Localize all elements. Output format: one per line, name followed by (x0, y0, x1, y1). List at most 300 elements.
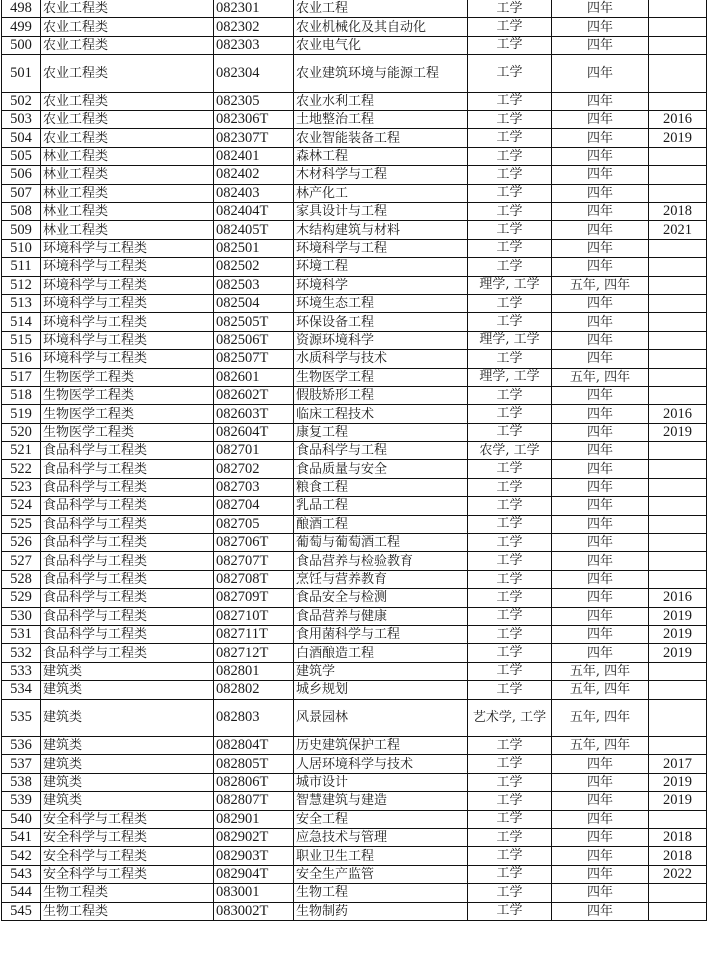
program-code-cell: 082904T (214, 865, 294, 883)
category-cell: 农业工程类 (41, 55, 214, 93)
year-added-cell (649, 18, 707, 36)
program-name-cell: 家具设计与工程 (294, 203, 468, 221)
year-added-cell: 2018 (649, 847, 707, 865)
duration-cell: 五年, 四年 (552, 699, 649, 737)
program-code-cell: 082807T (214, 792, 294, 810)
program-name-cell: 环境科学与工程 (294, 239, 468, 257)
table-row (2, 755, 707, 773)
table-body (2, 0, 707, 920)
year-added-cell (649, 147, 707, 165)
duration-cell: 五年, 四年 (552, 737, 649, 755)
year-added-cell (649, 184, 707, 202)
program-code-cell: 082601 (214, 368, 294, 386)
row-number-cell: 529 (2, 589, 41, 607)
program-name-cell: 假肢矫形工程 (294, 386, 468, 404)
table-row (2, 773, 707, 791)
row-number-cell: 517 (2, 368, 41, 386)
row-number-cell: 511 (2, 258, 41, 276)
category-cell: 食品科学与工程类 (41, 589, 214, 607)
year-added-cell (649, 55, 707, 93)
table-row (2, 184, 707, 202)
degree-cell: 工学 (468, 258, 552, 276)
program-code-cell: 082507T (214, 350, 294, 368)
year-added-cell (649, 699, 707, 737)
degree-cell: 工学 (468, 423, 552, 441)
degree-cell: 工学 (468, 350, 552, 368)
program-name-cell: 农业建筑环境与能源工程 (294, 55, 468, 93)
row-number-cell: 531 (2, 626, 41, 644)
program-name-cell: 环境生态工程 (294, 294, 468, 312)
row-number-cell: 502 (2, 92, 41, 110)
degree-cell: 工学 (468, 294, 552, 312)
row-number-cell: 498 (2, 0, 41, 18)
table-row (2, 662, 707, 680)
year-added-cell: 2019 (649, 423, 707, 441)
duration-cell: 四年 (552, 239, 649, 257)
table-row (2, 644, 707, 662)
row-number-cell: 545 (2, 902, 41, 920)
duration-cell: 四年 (552, 644, 649, 662)
category-cell: 环境科学与工程类 (41, 350, 214, 368)
program-name-cell: 农业工程 (294, 0, 468, 18)
program-code-cell: 082703 (214, 478, 294, 496)
duration-cell: 四年 (552, 258, 649, 276)
degree-cell: 工学 (468, 570, 552, 588)
table-row (2, 460, 707, 478)
degree-cell: 工学 (468, 478, 552, 496)
duration-cell: 四年 (552, 552, 649, 570)
table-row (2, 239, 707, 257)
category-cell: 建筑类 (41, 755, 214, 773)
row-number-cell: 533 (2, 662, 41, 680)
year-added-cell (649, 497, 707, 515)
row-number-cell: 530 (2, 607, 41, 625)
category-cell: 安全科学与工程类 (41, 847, 214, 865)
category-cell: 环境科学与工程类 (41, 276, 214, 294)
program-code-cell: 082505T (214, 313, 294, 331)
row-number-cell: 538 (2, 773, 41, 791)
category-cell: 林业工程类 (41, 166, 214, 184)
program-name-cell: 食品科学与工程 (294, 442, 468, 460)
year-added-cell (649, 92, 707, 110)
year-added-cell (649, 662, 707, 680)
duration-cell: 四年 (552, 423, 649, 441)
year-added-cell (649, 386, 707, 404)
table-row (2, 792, 707, 810)
program-code-cell: 082705 (214, 515, 294, 533)
category-cell: 农业工程类 (41, 36, 214, 54)
program-name-cell: 粮食工程 (294, 478, 468, 496)
degree-cell: 工学 (468, 552, 552, 570)
duration-cell: 四年 (552, 55, 649, 93)
table-row (2, 626, 707, 644)
row-number-cell: 523 (2, 478, 41, 496)
duration-cell: 四年 (552, 111, 649, 129)
category-cell: 食品科学与工程类 (41, 442, 214, 460)
table-row (2, 203, 707, 221)
program-code-cell: 082403 (214, 184, 294, 202)
table-row (2, 681, 707, 699)
degree-cell: 工学 (468, 884, 552, 902)
program-name-cell: 历史建筑保护工程 (294, 737, 468, 755)
duration-cell: 五年, 四年 (552, 368, 649, 386)
program-code-cell: 082307T (214, 129, 294, 147)
degree-cell: 工学 (468, 534, 552, 552)
degree-cell: 工学 (468, 166, 552, 184)
duration-cell: 四年 (552, 221, 649, 239)
program-name-cell: 食品质量与安全 (294, 460, 468, 478)
program-code-cell: 082602T (214, 386, 294, 404)
row-number-cell: 518 (2, 386, 41, 404)
table-row (2, 423, 707, 441)
category-cell: 食品科学与工程类 (41, 626, 214, 644)
year-added-cell (649, 0, 707, 18)
year-added-cell (649, 534, 707, 552)
duration-cell: 四年 (552, 829, 649, 847)
degree-cell: 工学 (468, 662, 552, 680)
year-added-cell (649, 902, 707, 920)
program-code-cell: 082709T (214, 589, 294, 607)
row-number-cell: 532 (2, 644, 41, 662)
row-number-cell: 510 (2, 239, 41, 257)
row-number-cell: 524 (2, 497, 41, 515)
row-number-cell: 536 (2, 737, 41, 755)
table-row (2, 552, 707, 570)
program-code-cell: 082806T (214, 773, 294, 791)
program-code-cell: 082603T (214, 405, 294, 423)
degree-cell: 工学 (468, 607, 552, 625)
degree-cell: 工学 (468, 0, 552, 18)
category-cell: 林业工程类 (41, 147, 214, 165)
table-row (2, 166, 707, 184)
table-row (2, 221, 707, 239)
program-code-cell: 082710T (214, 607, 294, 625)
table-row (2, 36, 707, 54)
table-row (2, 534, 707, 552)
program-code-cell: 082401 (214, 147, 294, 165)
duration-cell: 四年 (552, 847, 649, 865)
category-cell: 安全科学与工程类 (41, 810, 214, 828)
row-number-cell: 500 (2, 36, 41, 54)
category-cell: 食品科学与工程类 (41, 478, 214, 496)
degree-cell: 工学 (468, 589, 552, 607)
table-row (2, 865, 707, 883)
duration-cell: 五年, 四年 (552, 681, 649, 699)
program-name-cell: 木结构建筑与材料 (294, 221, 468, 239)
table-row (2, 386, 707, 404)
duration-cell: 四年 (552, 147, 649, 165)
table-row (2, 55, 707, 93)
program-name-cell: 环保设备工程 (294, 313, 468, 331)
program-code-cell: 082402 (214, 166, 294, 184)
table-row (2, 902, 707, 920)
degree-cell: 工学 (468, 203, 552, 221)
program-code-cell: 082901 (214, 810, 294, 828)
category-cell: 生物工程类 (41, 902, 214, 920)
program-name-cell: 临床工程技术 (294, 405, 468, 423)
program-name-cell: 建筑学 (294, 662, 468, 680)
duration-cell: 四年 (552, 36, 649, 54)
program-name-cell: 生物工程 (294, 884, 468, 902)
category-cell: 环境科学与工程类 (41, 331, 214, 349)
duration-cell: 四年 (552, 570, 649, 588)
program-name-cell: 智慧建筑与建造 (294, 792, 468, 810)
table-row (2, 92, 707, 110)
duration-cell: 四年 (552, 478, 649, 496)
row-number-cell: 504 (2, 129, 41, 147)
program-code-cell: 082706T (214, 534, 294, 552)
category-cell: 生物医学工程类 (41, 386, 214, 404)
duration-cell: 四年 (552, 884, 649, 902)
duration-cell: 四年 (552, 534, 649, 552)
duration-cell: 四年 (552, 184, 649, 202)
row-number-cell: 526 (2, 534, 41, 552)
year-added-cell: 2017 (649, 755, 707, 773)
degree-cell: 工学 (468, 515, 552, 533)
degree-cell: 工学 (468, 111, 552, 129)
degree-cell: 理学, 工学 (468, 368, 552, 386)
degree-cell: 工学 (468, 221, 552, 239)
degree-cell: 工学 (468, 129, 552, 147)
duration-cell: 四年 (552, 386, 649, 404)
degree-cell: 工学 (468, 773, 552, 791)
row-number-cell: 512 (2, 276, 41, 294)
program-name-cell: 环境工程 (294, 258, 468, 276)
duration-cell: 四年 (552, 865, 649, 883)
row-number-cell: 506 (2, 166, 41, 184)
duration-cell: 四年 (552, 515, 649, 533)
duration-cell: 四年 (552, 792, 649, 810)
program-name-cell: 风景园林 (294, 699, 468, 737)
program-name-cell: 农业水利工程 (294, 92, 468, 110)
program-name-cell: 生物医学工程 (294, 368, 468, 386)
duration-cell: 四年 (552, 589, 649, 607)
year-added-cell (649, 258, 707, 276)
program-name-cell: 资源环境科学 (294, 331, 468, 349)
category-cell: 建筑类 (41, 792, 214, 810)
year-added-cell (649, 515, 707, 533)
program-code-cell: 082704 (214, 497, 294, 515)
duration-cell: 四年 (552, 313, 649, 331)
degree-cell: 工学 (468, 36, 552, 54)
program-name-cell: 白酒酿造工程 (294, 644, 468, 662)
category-cell: 生物医学工程类 (41, 368, 214, 386)
row-number-cell: 534 (2, 681, 41, 699)
year-added-cell: 2016 (649, 405, 707, 423)
year-added-cell (649, 478, 707, 496)
program-code-cell: 082501 (214, 239, 294, 257)
category-cell: 生物医学工程类 (41, 423, 214, 441)
degree-cell: 工学 (468, 460, 552, 478)
row-number-cell: 527 (2, 552, 41, 570)
year-added-cell: 2019 (649, 644, 707, 662)
table-row (2, 515, 707, 533)
program-code-cell: 082801 (214, 662, 294, 680)
row-number-cell: 540 (2, 810, 41, 828)
year-added-cell: 2019 (649, 626, 707, 644)
program-code-cell: 082305 (214, 92, 294, 110)
degree-cell: 工学 (468, 810, 552, 828)
program-name-cell: 康复工程 (294, 423, 468, 441)
category-cell: 食品科学与工程类 (41, 607, 214, 625)
category-cell: 生物工程类 (41, 884, 214, 902)
program-name-cell: 土地整治工程 (294, 111, 468, 129)
degree-cell: 工学 (468, 626, 552, 644)
program-name-cell: 食品营养与检验教育 (294, 552, 468, 570)
program-code-cell: 082707T (214, 552, 294, 570)
program-code-cell: 082405T (214, 221, 294, 239)
category-cell: 农业工程类 (41, 111, 214, 129)
row-number-cell: 542 (2, 847, 41, 865)
category-cell: 环境科学与工程类 (41, 258, 214, 276)
year-added-cell (649, 294, 707, 312)
program-name-cell: 安全生产监管 (294, 865, 468, 883)
program-code-cell: 083002T (214, 902, 294, 920)
year-added-cell (649, 368, 707, 386)
degree-cell: 工学 (468, 829, 552, 847)
row-number-cell: 509 (2, 221, 41, 239)
table-row (2, 570, 707, 588)
program-name-cell: 森林工程 (294, 147, 468, 165)
program-name-cell: 应急技术与管理 (294, 829, 468, 847)
program-code-cell: 082604T (214, 423, 294, 441)
table-row (2, 18, 707, 36)
year-added-cell (649, 737, 707, 755)
degree-cell: 工学 (468, 92, 552, 110)
duration-cell: 四年 (552, 92, 649, 110)
duration-cell: 四年 (552, 405, 649, 423)
program-name-cell: 食品安全与检测 (294, 589, 468, 607)
table-row (2, 276, 707, 294)
table-row (2, 147, 707, 165)
row-number-cell: 544 (2, 884, 41, 902)
duration-cell: 四年 (552, 294, 649, 312)
year-added-cell (649, 460, 707, 478)
duration-cell: 四年 (552, 460, 649, 478)
program-code-cell: 082302 (214, 18, 294, 36)
program-code-cell: 082803 (214, 699, 294, 737)
row-number-cell: 515 (2, 331, 41, 349)
category-cell: 食品科学与工程类 (41, 552, 214, 570)
program-name-cell: 生物制药 (294, 902, 468, 920)
table-row (2, 829, 707, 847)
program-code-cell: 082306T (214, 111, 294, 129)
category-cell: 建筑类 (41, 662, 214, 680)
category-cell: 建筑类 (41, 773, 214, 791)
row-number-cell: 501 (2, 55, 41, 93)
program-code-cell: 082506T (214, 331, 294, 349)
degree-cell: 农学, 工学 (468, 442, 552, 460)
category-cell: 林业工程类 (41, 184, 214, 202)
program-code-cell: 082504 (214, 294, 294, 312)
program-code-cell: 082902T (214, 829, 294, 847)
program-name-cell: 木材科学与工程 (294, 166, 468, 184)
table-row (2, 405, 707, 423)
duration-cell: 四年 (552, 203, 649, 221)
category-cell: 林业工程类 (41, 221, 214, 239)
row-number-cell: 516 (2, 350, 41, 368)
program-name-cell: 环境科学 (294, 276, 468, 294)
program-code-cell: 082804T (214, 737, 294, 755)
year-added-cell (649, 442, 707, 460)
table-row (2, 737, 707, 755)
program-name-cell: 林产化工 (294, 184, 468, 202)
table-row (2, 847, 707, 865)
degree-cell: 工学 (468, 755, 552, 773)
degree-cell: 工学 (468, 147, 552, 165)
program-name-cell: 食品营养与健康 (294, 607, 468, 625)
table-row (2, 884, 707, 902)
category-cell: 建筑类 (41, 681, 214, 699)
row-number-cell: 522 (2, 460, 41, 478)
degree-cell: 工学 (468, 737, 552, 755)
table-row (2, 810, 707, 828)
row-number-cell: 528 (2, 570, 41, 588)
program-code-cell: 082903T (214, 847, 294, 865)
category-cell: 安全科学与工程类 (41, 829, 214, 847)
program-name-cell: 农业电气化 (294, 36, 468, 54)
row-number-cell: 525 (2, 515, 41, 533)
degree-cell: 艺术学, 工学 (468, 699, 552, 737)
duration-cell: 四年 (552, 129, 649, 147)
degree-cell: 理学, 工学 (468, 276, 552, 294)
table-row (2, 607, 707, 625)
row-number-cell: 514 (2, 313, 41, 331)
degree-cell: 工学 (468, 644, 552, 662)
table-row (2, 313, 707, 331)
program-code-cell: 082802 (214, 681, 294, 699)
table-row (2, 129, 707, 147)
year-added-cell (649, 681, 707, 699)
year-added-cell: 2022 (649, 865, 707, 883)
year-added-cell (649, 313, 707, 331)
year-added-cell: 2018 (649, 829, 707, 847)
category-cell: 食品科学与工程类 (41, 497, 214, 515)
year-added-cell: 2019 (649, 792, 707, 810)
year-added-cell (649, 350, 707, 368)
row-number-cell: 499 (2, 18, 41, 36)
program-code-cell: 083001 (214, 884, 294, 902)
degree-cell: 理学, 工学 (468, 331, 552, 349)
row-number-cell: 520 (2, 423, 41, 441)
table-row (2, 350, 707, 368)
program-name-cell: 农业智能装备工程 (294, 129, 468, 147)
table-row (2, 294, 707, 312)
program-code-cell: 082404T (214, 203, 294, 221)
degree-cell: 工学 (468, 681, 552, 699)
degree-cell: 工学 (468, 184, 552, 202)
duration-cell: 四年 (552, 350, 649, 368)
year-added-cell (649, 36, 707, 54)
table-row (2, 368, 707, 386)
category-cell: 食品科学与工程类 (41, 515, 214, 533)
category-cell: 环境科学与工程类 (41, 313, 214, 331)
category-cell: 农业工程类 (41, 18, 214, 36)
category-cell: 农业工程类 (41, 92, 214, 110)
duration-cell: 四年 (552, 607, 649, 625)
row-number-cell: 539 (2, 792, 41, 810)
duration-cell: 四年 (552, 18, 649, 36)
duration-cell: 四年 (552, 331, 649, 349)
row-number-cell: 535 (2, 699, 41, 737)
program-code-cell: 082805T (214, 755, 294, 773)
program-name-cell: 农业机械化及其自动化 (294, 18, 468, 36)
table-row (2, 442, 707, 460)
duration-cell: 四年 (552, 497, 649, 515)
year-added-cell (649, 331, 707, 349)
program-name-cell: 食用菌科学与工程 (294, 626, 468, 644)
program-name-cell: 城市设计 (294, 773, 468, 791)
